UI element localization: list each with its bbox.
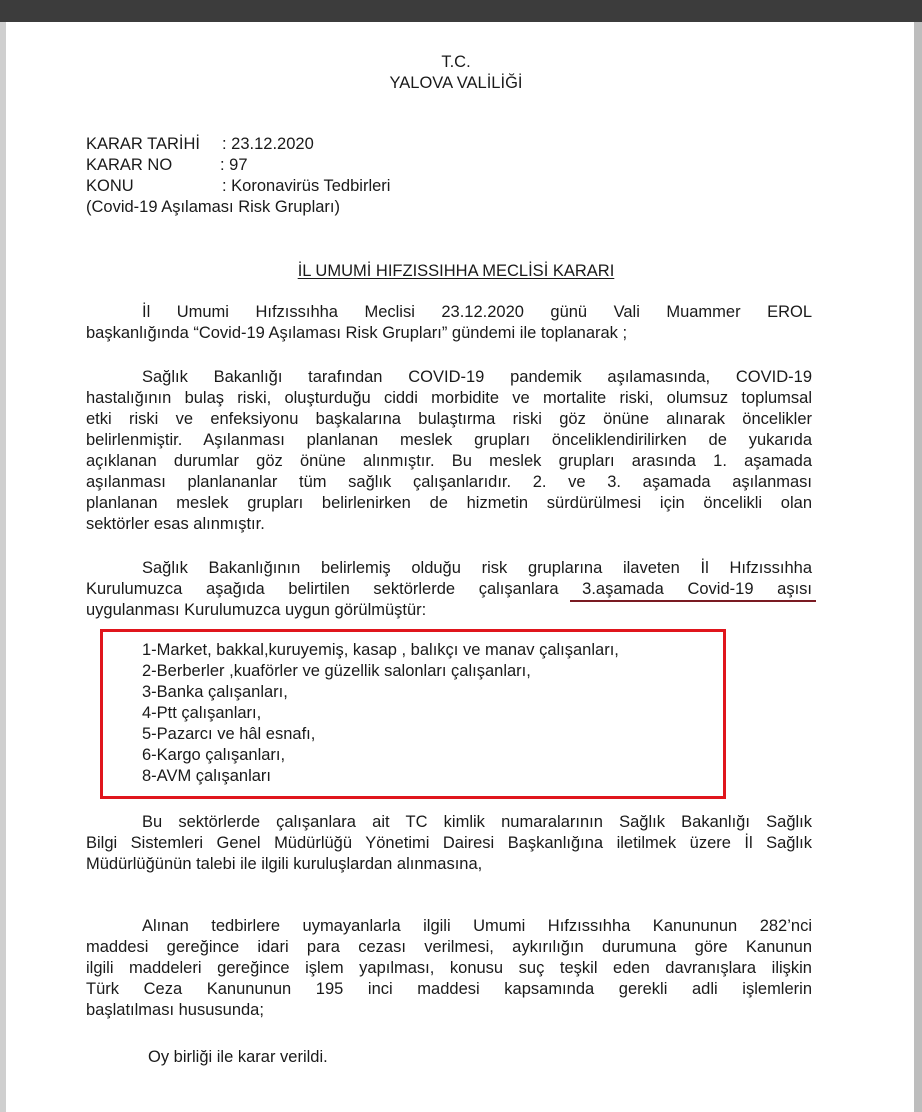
paragraph-line: aşılanması planlananlar tüm sağlık çalışanlarıdır. 2. ve 3. aşamada aşılanması: [86, 473, 812, 491]
paragraph-line: planlanan meslek grupları belirlenirken de hizmetin sürdürülmesi için öncelikli olan: [86, 494, 812, 512]
subject-label: KONU: [86, 177, 134, 195]
subject-value: : Koronavirüs Tedbirleri: [222, 177, 391, 195]
paragraph-line: açıklanan durumlar göz önüne alınmıştır. Bu meslek grupları arasında 1. aşamada: [86, 452, 812, 470]
paragraph-line: Alınan tedbirlere uymayanlarla ilgili Umumi Hıfzıssıhha Kanununun 282’nci: [142, 917, 812, 935]
subject-subtitle: (Covid-19 Aşılaması Risk Grupları): [86, 198, 340, 216]
paragraph-line: sektörler esas alınmıştır.: [86, 515, 265, 533]
paragraph-line: başkanlığında “Covid-19 Aşılaması Risk Grupları” gündemi ile toplanarak ;: [86, 324, 628, 342]
decision-date-label: KARAR TARİHİ: [86, 135, 200, 153]
list-item: 5-Pazarcı ve hâl esnafı,: [142, 725, 316, 743]
paragraph-line: Sağlık Bakanlığı tarafından COVID-19 pandemik aşılamasında, COVID-19: [142, 368, 812, 386]
paragraph-line: belirlenmiştir. Aşılanması planlanan meslek grupları önceliklendirilirken de yukarıda: [86, 431, 812, 449]
paragraph-line: uygulanması Kurulumuzca uygun görülmüştür:: [86, 601, 427, 619]
paragraph-additional-groups: [86, 558, 812, 621]
paragraph-line: Müdürlüğünün talebi ile ilgili kuruluşlardan alınmasına,: [86, 855, 483, 873]
paragraph-line: Bu sektörlerde çalışanlara ait TC kimlik numaralarının Sağlık Bakanlığı Sağlık: [142, 813, 812, 831]
paragraph-line: Bilgi Sistemleri Genel Müdürlüğü Yönetimi Dairesi Başkanlığına iletilmek üzere İl Sağlık: [86, 834, 812, 852]
paragraph-line: Kurulumuzca aşağıda belirtilen sektörlerde çalışanlara 3.aşamada Covid-19 aşısı: [86, 580, 812, 598]
decision-title: İL UMUMİ HIFZISSIHHA MECLİSİ KARARI: [297, 262, 615, 280]
paragraph-line: hastalığının bulaş riski, oluşturduğu ciddi morbidite ve mortalite riski, olumsuz toplumsal: [86, 389, 812, 407]
list-item: 2-Berberler ,kuaförler ve güzellik salonları çalışanları,: [142, 662, 531, 680]
paragraph-line: etki riski ve enfeksiyonu başkalarına bulaştırma riski göz önüne alınarak öncelikler: [86, 410, 812, 428]
handwritten-underline: [570, 600, 816, 602]
paragraph-line: ilgili maddeleri gereğince işlem yapılması, konusu suç teşkil eden davranışlara ilişkin: [86, 959, 812, 977]
header-governorship: YALOVA VALİLİĞİ: [389, 74, 523, 92]
decision-no-value: : 97: [220, 156, 248, 174]
page-right-edge: [914, 22, 922, 1112]
paragraph-ministry: [86, 367, 812, 535]
closing-statement: Oy birliği ile karar verildi.: [148, 1048, 328, 1066]
list-item: 8-AVM çalışanları: [142, 767, 271, 785]
paragraph-id-numbers: [86, 812, 812, 875]
paragraph-line: maddesi gereğince idari para cezası verilmesi, aykırılığın durumuna göre Kanunun: [86, 938, 812, 956]
paragraph-line: başlatılması hususunda;: [86, 1001, 264, 1019]
paragraph-intro: [86, 302, 812, 344]
paragraph-penalties: [86, 916, 812, 1021]
list-item: 3-Banka çalışanları,: [142, 683, 288, 701]
viewer-top-bar: [0, 0, 922, 22]
decision-no-label: KARAR NO: [86, 156, 173, 174]
paragraph-line: Sağlık Bakanlığının belirlemiş olduğu risk gruplarına ilaveten İl Hıfzıssıhha: [142, 559, 812, 577]
sector-list: [142, 640, 619, 787]
list-item: 4-Ptt çalışanları,: [142, 704, 262, 722]
document-page: [6, 22, 914, 1112]
header-tc: T.C.: [441, 53, 471, 71]
paragraph-line: İl Umumi Hıfzıssıhha Meclisi 23.12.2020 günü Vali Muammer EROL: [142, 303, 812, 321]
paragraph-line: Türk Ceza Kanununun 195 inci maddesi kapsamında gerekli adli işlemlerin: [86, 980, 812, 998]
list-item: 6-Kargo çalışanları,: [142, 746, 286, 764]
decision-date-value: : 23.12.2020: [222, 135, 314, 153]
list-item: 1-Market, bakkal,kuruyemiş, kasap , balıkçı ve manav çalışanları,: [142, 641, 619, 659]
